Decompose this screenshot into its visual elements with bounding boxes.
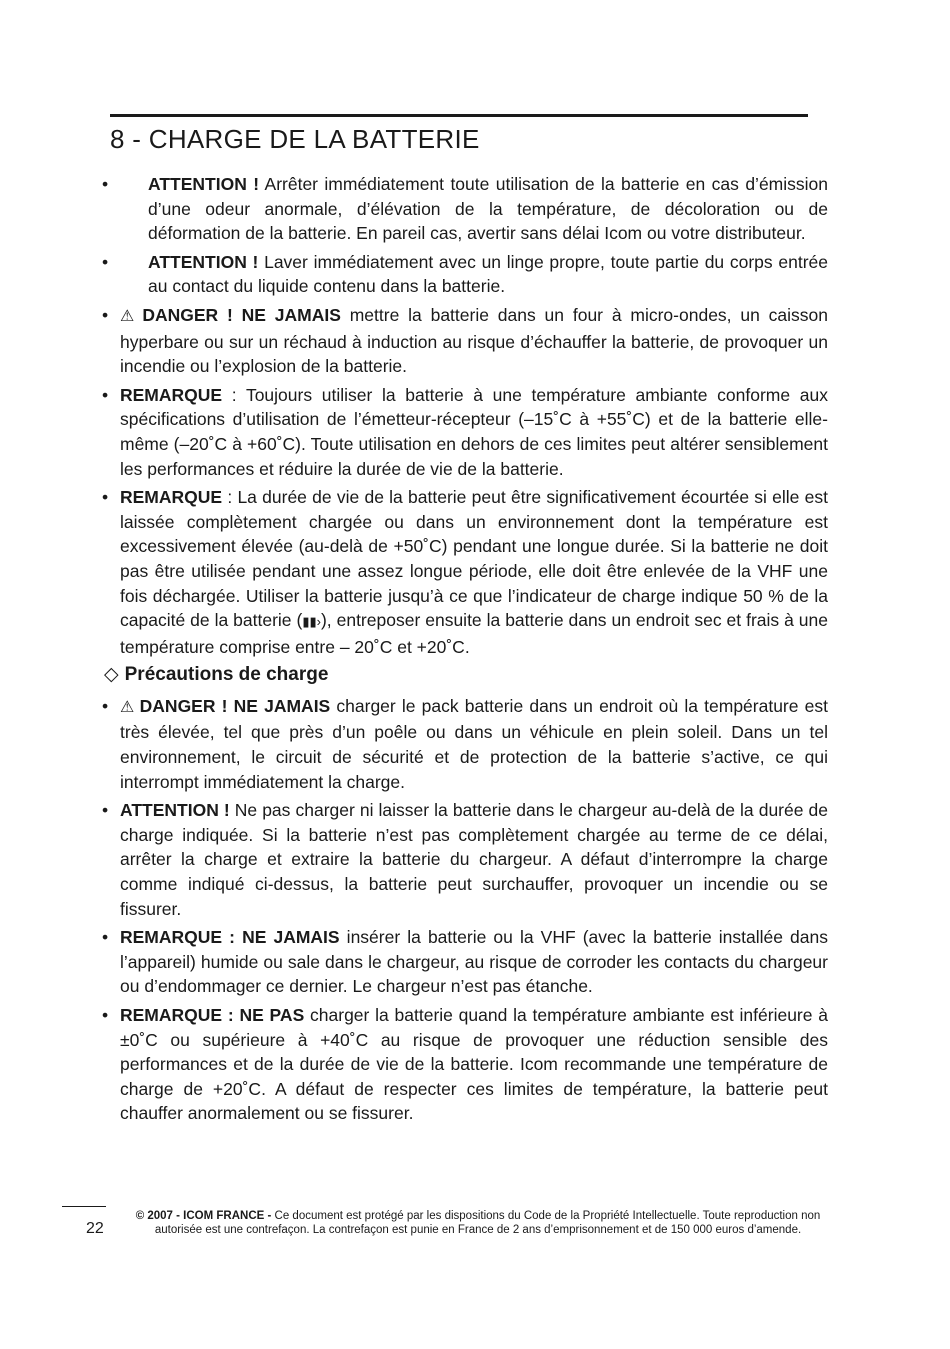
copyright-owner: © 2007 - ICOM FRANCE -: [135, 1210, 272, 1222]
battery-indicator-icon: ▮▮›: [302, 614, 321, 630]
item-lead: REMARQUE: [120, 487, 223, 508]
list-item: [100, 383, 828, 481]
warning-triangle-icon: ⚠: [120, 307, 139, 325]
subsection-title: Précautions de charge: [124, 664, 329, 686]
page-body: [100, 172, 828, 1126]
page-number: 22: [86, 1220, 104, 1237]
list-item: [100, 250, 828, 299]
top-rule: [110, 114, 808, 117]
list-item: [100, 694, 828, 794]
bullet: •: [102, 800, 109, 821]
item-lead: REMARQUE : NE PAS: [120, 1005, 305, 1025]
item-text: mettre la batterie dans un four à micro-ondes, un caisson hyperbare ou sur un réchaud à induction au risque d’échauffer la batterie, de provoquer un incendie ou l’explosion de la batterie.: [120, 304, 828, 377]
list-item: [100, 925, 828, 999]
copyright-text: Ce document est protégé par les dispositions du Code de la Propriété Intellectuelle. Toute reproduction non autorisée est une contrefaçon. La contrefaçon est punie en France de 2 ans d’emprisonnement et de 150 000 euros d’amende.: [154, 1210, 821, 1236]
item-lead: REMARQUE : NE JAMAIS: [120, 927, 340, 948]
item-text: : Toujours utiliser la batterie à une température ambiante conforme aux spécifications d’utilisation de l’émetteur-récepteur (–15˚C à +55˚C) et de la batterie elle-même (–20˚C à +60˚C). Toute utilisation en dehors de ces limites peut altérer sensiblement les performances et réduire la durée de vie de la batterie.: [120, 384, 828, 479]
item-lead: ATTENTION !: [120, 800, 230, 821]
warning-triangle-icon: ⚠: [120, 698, 136, 716]
list-item: [100, 485, 828, 659]
bullet: •: [102, 174, 109, 194]
list-item: [100, 303, 828, 379]
copyright-notice: [128, 1209, 828, 1237]
item-lead: ATTENTION !: [148, 174, 260, 194]
footer-rule: [62, 1206, 106, 1207]
bullet: •: [102, 251, 109, 272]
diamond-icon: ◇: [104, 664, 119, 686]
section-title: 8 - CHARGE DE LA BATTERIE: [110, 124, 480, 154]
item-text: : La durée de vie de la batterie peut être significativement écourtée si elle est laissée complètement chargée ou dans un environnement dont la température est excessivement élevée (au-delà de +50˚C) pendant une longue durée. Si la batterie ne doit pas être utilisée pendant une assez longue période, elle doit être enlevée de la VHF une fois déchargée. Utiliser la batterie jusqu’à ce que l’indicateur de charge indique 50 % de la capacité de la batterie (: [120, 487, 828, 631]
list-item: [100, 172, 828, 246]
item-text: charger le pack batterie dans un endroit où la température est très élevée, tel que près d’un poêle ou dans un véhicule en plein soleil. Dans un tel environnement, le circuit de sécurité et de protection de la batterie s’active, ce qui interrompt immédiatement la charge.: [120, 695, 829, 792]
bullet: •: [102, 304, 109, 325]
item-text: Ne pas charger ni laisser la batterie dans le chargeur au-delà de la durée de charge indiquée. Si la batterie n’est pas complètement chargée au terme de ce délai, arrêter la charge et extraire la batterie du chargeur. A défaut d’interrompre la charge comme indiqué ci-dessus, la batterie peut surchauffer, provoquer un incendie ou se fissurer.: [120, 800, 828, 919]
item-lead: DANGER ! NE JAMAIS: [142, 304, 341, 325]
bullet: •: [102, 927, 109, 948]
bullet: •: [102, 487, 109, 508]
item-lead: DANGER ! NE JAMAIS: [139, 695, 331, 716]
bullet: •: [102, 695, 109, 716]
bullet: •: [102, 384, 109, 405]
item-text: insérer la batterie ou la VHF (avec la batterie installée dans l’appareil) humide ou sale dans le chargeur, au risque de corroder les contacts du chargeur ou d’endommager ce dernier. Le chargeur n’est pas étanche.: [120, 927, 828, 997]
item-lead: ATTENTION !: [148, 251, 259, 272]
item-text: Arrêter immédiatement toute utilisation de la batterie en cas d’émission d’une odeur anormale, d’élévation de la température, de décoloration ou de déformation de la batterie. En pareil cas, avertir sans délai Icom ou votre distributeur.: [148, 174, 828, 244]
item-text: Laver immédiatement avec un linge propre, toute partie du corps entrée au contact du liquide contenu dans la batterie.: [148, 251, 828, 297]
item-lead: REMARQUE: [120, 384, 223, 405]
item-text-continued: ), entreposer ensuite la batterie dans un endroit sec et frais à une température comprise entre – 20˚C et +20˚C.: [120, 610, 828, 657]
list-item: [100, 798, 828, 921]
bullet: •: [102, 1005, 109, 1025]
list-item: [100, 1003, 828, 1126]
subsection-heading: [100, 663, 828, 688]
item-text: charger la batterie quand la température ambiante est inférieure à ±0˚C ou supérieure à +40˚C au risque de provoquer une réduction sensible des performances et de la durée de vie de la batterie. Icom recommande une température de charge de +20˚C. A défaut de respecter ces limites de température, la batterie peut chauffer anormalement ou se fissurer.: [120, 1005, 829, 1124]
